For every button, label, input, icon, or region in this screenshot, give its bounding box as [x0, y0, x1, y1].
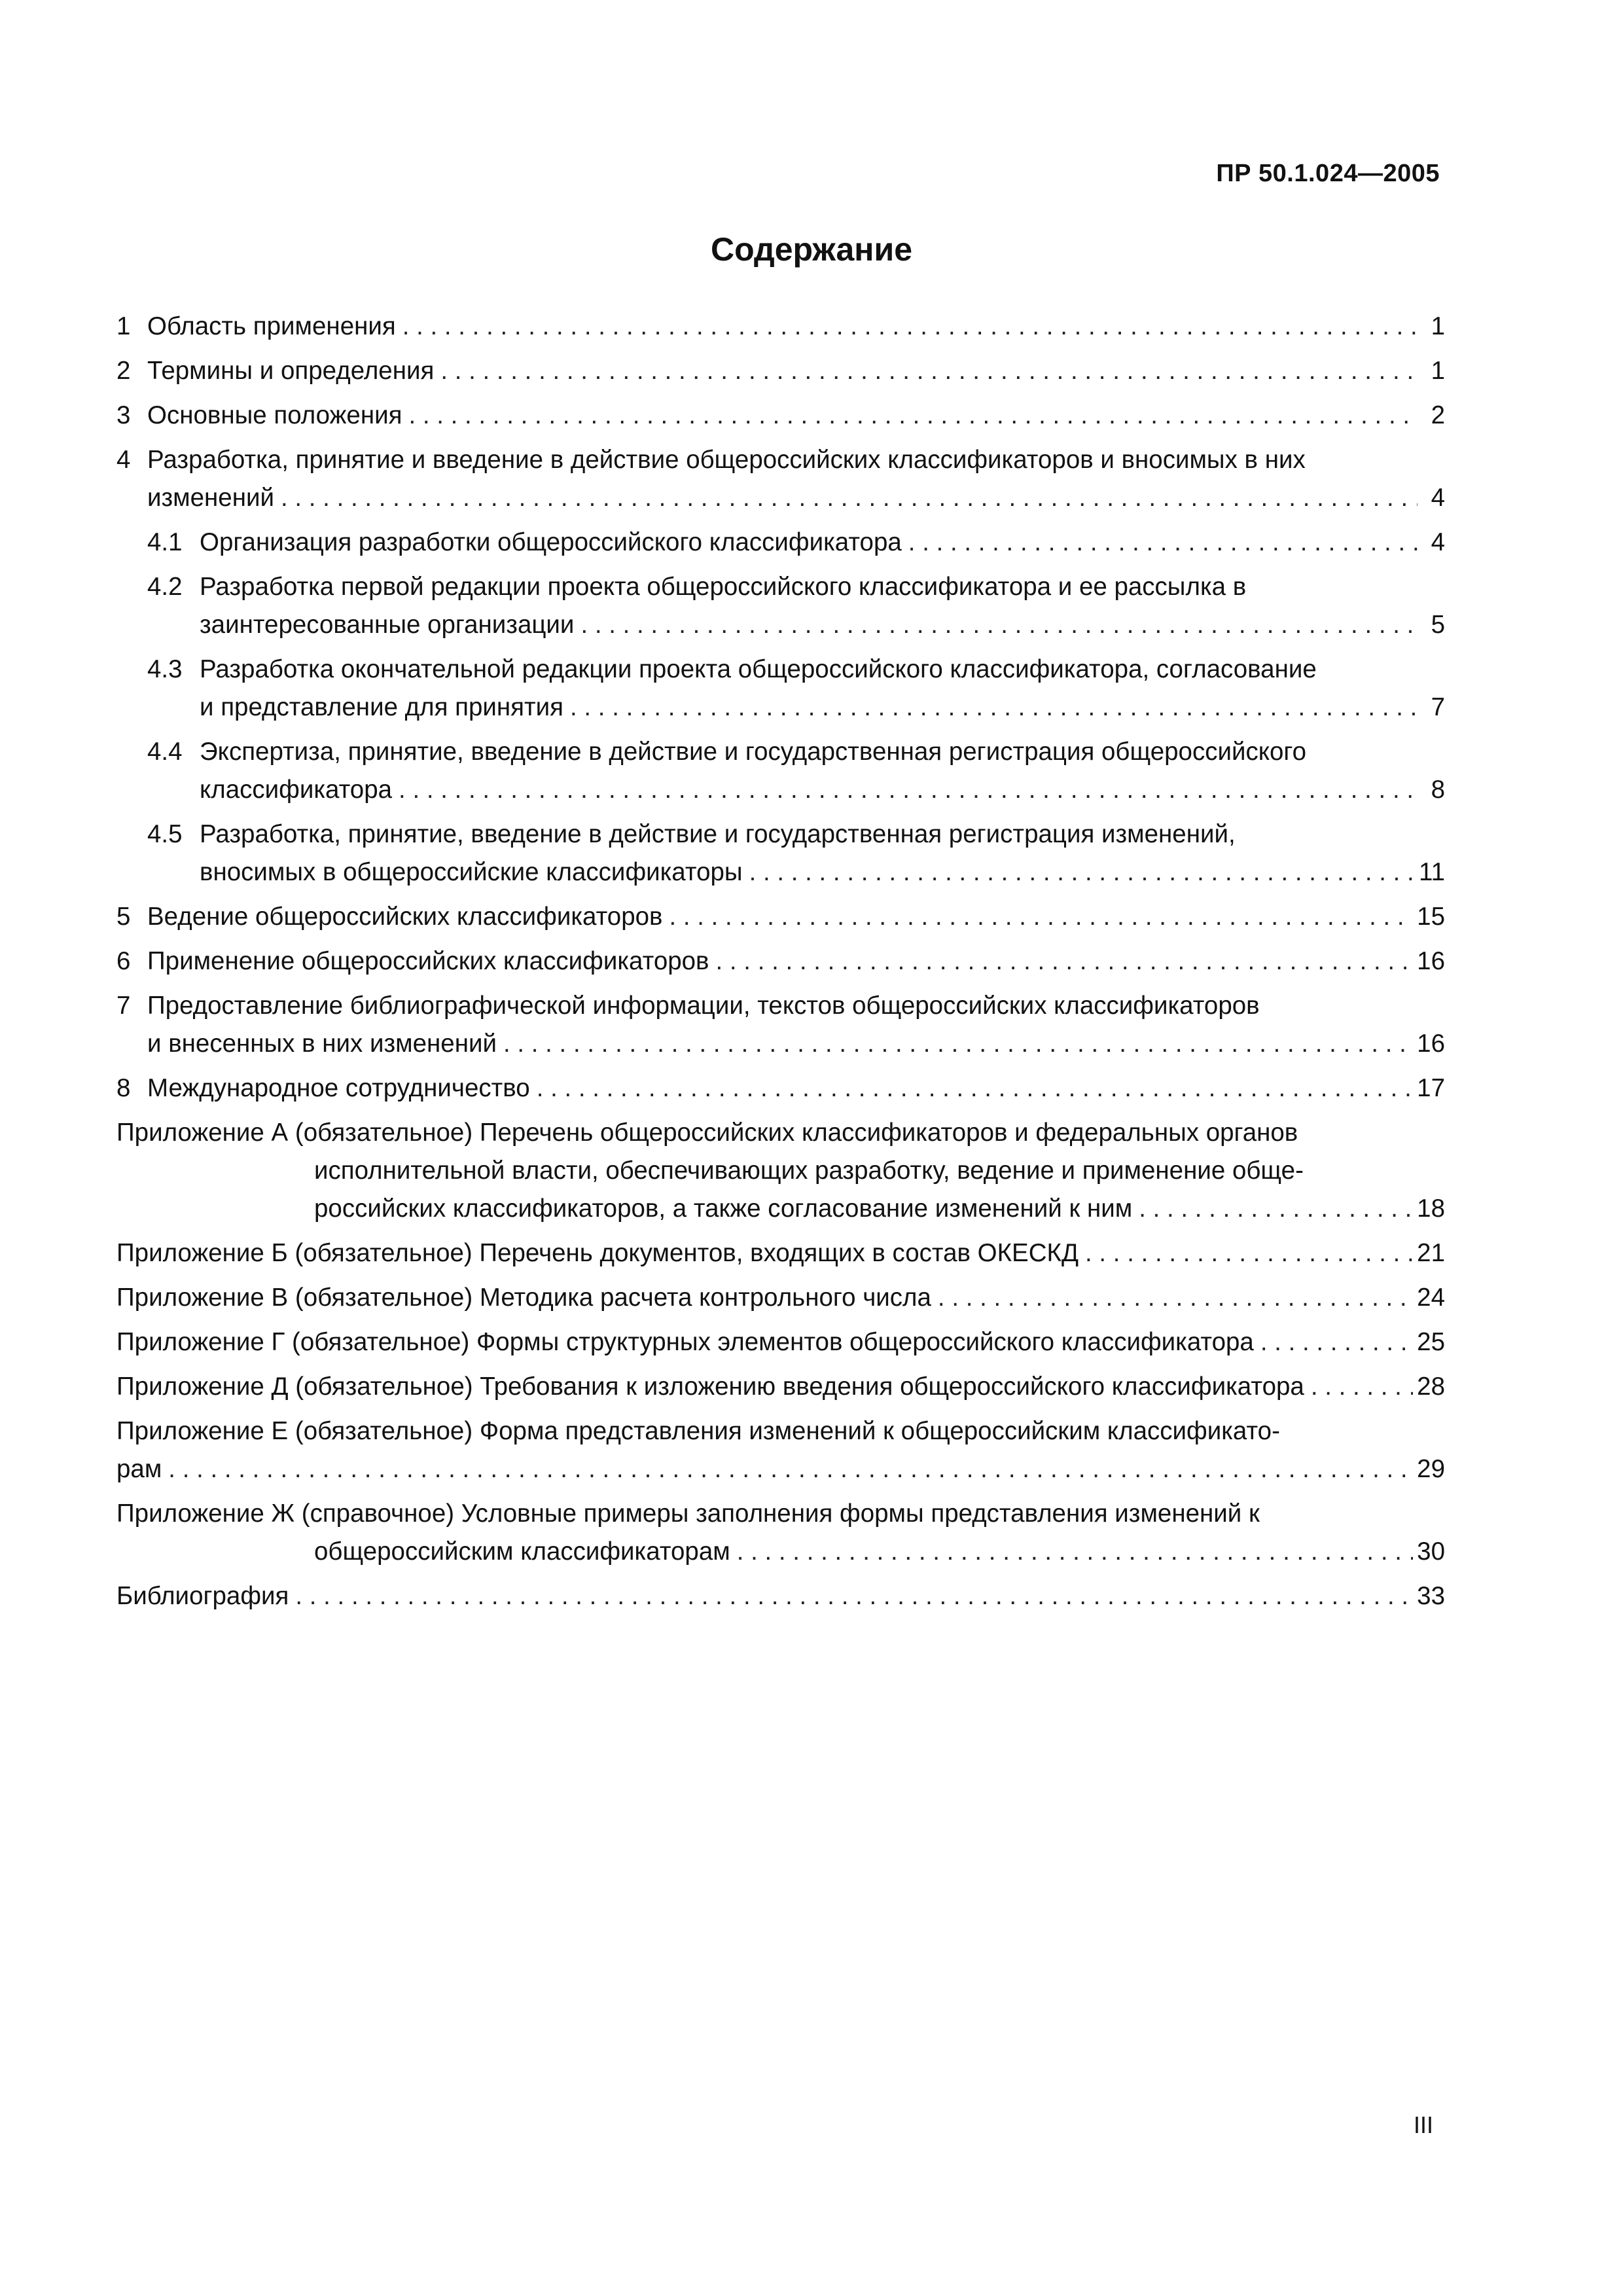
dot-leader [281, 479, 1418, 517]
toc-entry-page: 11 [1419, 858, 1445, 886]
toc-entry-title: Область применения [147, 312, 396, 340]
toc-entry-appendix-e[interactable] [116, 1412, 1445, 1488]
toc-entry-number: 4.3 [147, 655, 183, 683]
toc-entry-number: 4.1 [147, 528, 183, 556]
toc-entry-title: Приложение Д (обязательное) Требования к изложению введения общероссийского классификатора [116, 1372, 1304, 1401]
toc-entry-title-continued: и внесенных в них изменений [147, 1030, 497, 1058]
toc-entry-title: Экспертиза, принятие, введение в действие и государственная регистрация общероссийского [200, 738, 1307, 766]
toc-entry-title: Разработка, принятие, введение в действие и государственная регистрация изменений, [200, 820, 1236, 848]
toc-entry-page: 16 [1417, 947, 1445, 975]
toc-entry-page: 33 [1417, 1582, 1445, 1610]
toc-entry-page: 16 [1417, 1030, 1445, 1058]
toc-entry-page: 8 [1431, 776, 1445, 804]
document-code: ПР 50.1.024—2005 [1216, 160, 1440, 187]
dot-leader [716, 942, 1414, 980]
toc-entry-title: Приложение Ж (справочное) Условные примеры заполнения формы представления изменений к [116, 1499, 1260, 1528]
toc-entry-title: Библиография [116, 1582, 289, 1610]
toc-entry-page: 30 [1417, 1537, 1445, 1566]
dot-leader [295, 1577, 1413, 1615]
toc-entry-title: Разработка окончательной редакции проекта общероссийского классификатора, согласование [200, 655, 1317, 683]
toc-entry-page: 29 [1417, 1455, 1445, 1483]
toc-entry-4-5[interactable] [116, 816, 1445, 891]
dot-leader [408, 397, 1418, 435]
toc-entry-title: Термины и определения [147, 357, 435, 385]
toc-entry-title-continued: изменений [147, 484, 274, 512]
toc-entry-title: Приложение Е (обязательное) Форма представления изменений к общероссийским классификато- [116, 1417, 1280, 1445]
toc-entry-title-continued: общероссийским классификаторам [314, 1537, 730, 1566]
toc-entry-6[interactable] [116, 942, 1445, 980]
toc-entry-page: 1 [1431, 357, 1445, 385]
toc-entry-title: Организация разработки общероссийского классификатора [200, 528, 902, 556]
toc-entry-4-3[interactable] [116, 651, 1445, 726]
toc-entry-4-2[interactable] [116, 568, 1445, 644]
toc-entry-appendix-b[interactable] [116, 1234, 1445, 1272]
toc-entry-title-continued: классификатора [200, 776, 393, 804]
toc-entry-title: Разработка, принятие и введение в действие общероссийских классификаторов и вносимых в них [147, 446, 1306, 474]
toc-entry-appendix-zh[interactable] [116, 1495, 1445, 1571]
dot-leader [669, 898, 1413, 936]
toc-entry-appendix-d[interactable] [116, 1368, 1445, 1406]
toc-entry-number: 3 [116, 401, 131, 429]
table-of-contents [116, 308, 1445, 1622]
toc-entry-title: Приложение Б (обязательное) Перечень документов, входящих в состав ОКЕСКД [116, 1239, 1079, 1267]
toc-entry-2[interactable] [116, 352, 1445, 390]
toc-entry-title-continued: и представление для принятия [200, 693, 564, 721]
toc-entry-number: 4.4 [147, 738, 183, 766]
toc-entry-page: 4 [1431, 484, 1445, 512]
toc-entry-7[interactable] [116, 987, 1445, 1063]
dot-leader [1260, 1323, 1413, 1361]
toc-entry-title-continued: рам [116, 1455, 162, 1483]
dot-leader [908, 524, 1418, 562]
toc-entry-5[interactable] [116, 898, 1445, 936]
dot-leader [1311, 1368, 1413, 1406]
dot-leader [440, 352, 1418, 390]
toc-entry-page: 5 [1431, 611, 1445, 639]
dot-leader [1139, 1190, 1413, 1228]
toc-entry-page: 1 [1431, 312, 1445, 340]
toc-entry-page: 24 [1417, 1283, 1445, 1312]
toc-entry-title-continued: российских классификаторов, а также согласование изменений к ним [314, 1194, 1133, 1223]
dot-leader [580, 606, 1418, 644]
dot-leader [938, 1279, 1413, 1317]
toc-entry-page: 2 [1431, 401, 1445, 429]
toc-entry-number: 1 [116, 312, 131, 340]
dot-leader [570, 689, 1418, 726]
dot-leader [168, 1450, 1413, 1488]
dot-leader [399, 771, 1418, 809]
toc-entry-4-4[interactable] [116, 733, 1445, 809]
toc-entry-title-continued: вносимых в общероссийские классификаторы [200, 858, 743, 886]
toc-entry-title: Ведение общероссийских классификаторов [147, 903, 663, 931]
dot-leader [737, 1533, 1413, 1571]
toc-entry-number: 5 [116, 903, 131, 931]
toc-entry-bibliography[interactable] [116, 1577, 1445, 1615]
toc-entry-number: 2 [116, 357, 131, 385]
toc-entry-page: 4 [1431, 528, 1445, 556]
toc-entry-title: Приложение Г (обязательное) Формы структурных элементов общероссийского классификатора [116, 1328, 1254, 1356]
toc-entry-3[interactable] [116, 397, 1445, 435]
toc-entry-title: Основные положения [147, 401, 402, 429]
dot-leader [537, 1069, 1413, 1107]
toc-entry-title: Разработка первой редакции проекта общероссийского классификатора и ее рассылка в [200, 573, 1247, 601]
toc-entry-number: 8 [116, 1074, 131, 1102]
toc-entry-page: 7 [1431, 693, 1445, 721]
toc-entry-page: 21 [1417, 1239, 1445, 1267]
toc-entry-title-continued: заинтересованные организации [200, 611, 575, 639]
page-number: III [1413, 2111, 1433, 2138]
dot-leader [749, 853, 1415, 891]
toc-entry-appendix-g[interactable] [116, 1323, 1445, 1361]
toc-entry-4-1[interactable] [116, 524, 1445, 562]
toc-entry-title: Предоставление библиографической информации, текстов общероссийских классификаторов [147, 992, 1260, 1020]
toc-entry-title: Международное сотрудничество [147, 1074, 530, 1102]
dot-leader [402, 308, 1418, 346]
toc-entry-number: 4 [116, 446, 131, 474]
toc-entry-number: 6 [116, 947, 131, 975]
dot-leader [503, 1025, 1413, 1063]
toc-entry-page: 18 [1417, 1194, 1445, 1223]
toc-entry-page: 28 [1417, 1372, 1445, 1401]
toc-entry-page: 17 [1417, 1074, 1445, 1102]
toc-entry-title: Приложение А (обязательное) Перечень общероссийских классификаторов и федеральных органов [116, 1119, 1298, 1147]
toc-entry-title-continued: исполнительной власти, обеспечивающих разработку, ведение и применение обще- [314, 1157, 1304, 1185]
toc-entry-appendix-a[interactable] [116, 1114, 1445, 1228]
toc-entry-number: 7 [116, 992, 131, 1020]
toc-entry-title: Применение общероссийских классификаторов [147, 947, 709, 975]
dot-leader [1085, 1234, 1413, 1272]
toc-entry-number: 4.2 [147, 573, 183, 601]
toc-entry-appendix-v[interactable] [116, 1279, 1445, 1317]
page-title: Содержание [710, 231, 913, 268]
toc-entry-number: 4.5 [147, 820, 183, 848]
toc-entry-title: Приложение В (обязательное) Методика расчета контрольного числа [116, 1283, 931, 1312]
toc-entry-4[interactable] [116, 441, 1445, 517]
toc-entry-8[interactable] [116, 1069, 1445, 1107]
toc-entry-page: 15 [1417, 903, 1445, 931]
toc-entry-page: 25 [1417, 1328, 1445, 1356]
toc-entry-1[interactable] [116, 308, 1445, 346]
